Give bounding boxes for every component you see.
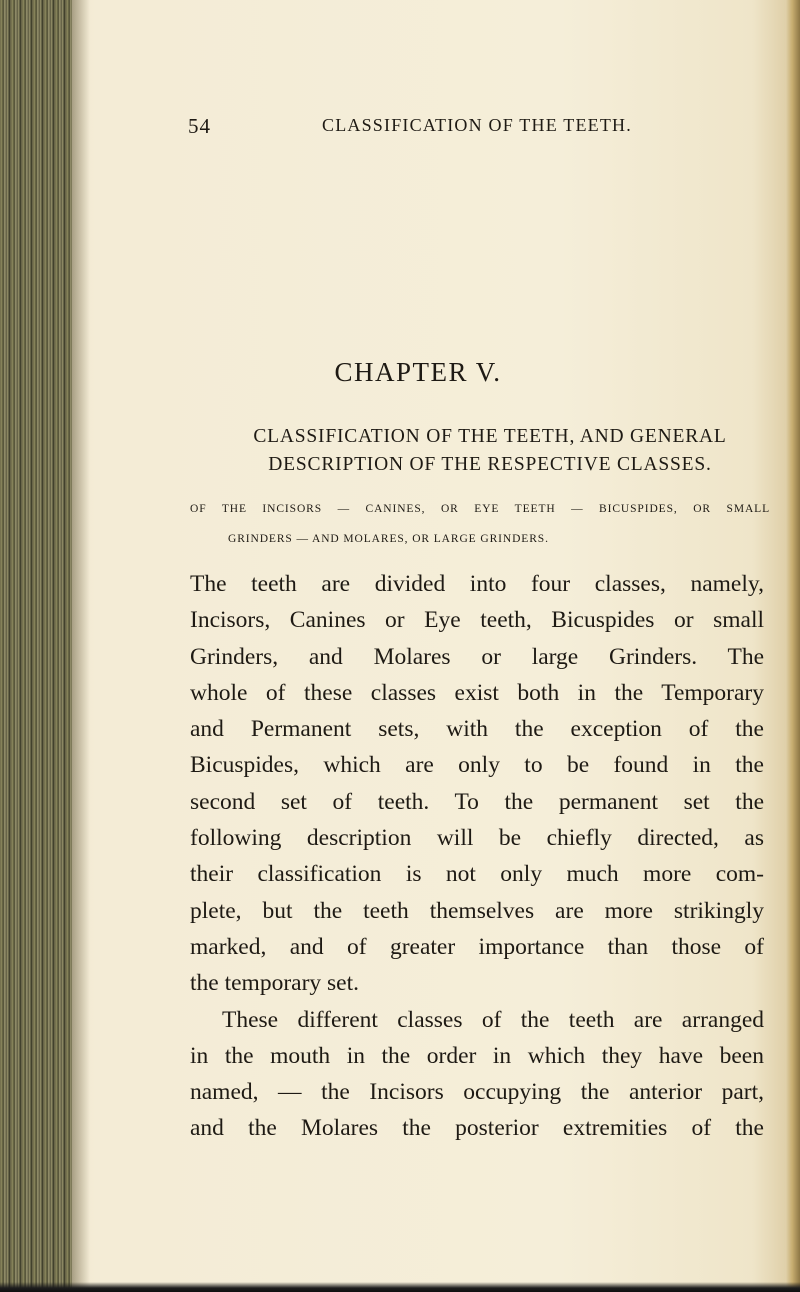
paragraph-1-line: and Permanent sets, with the exception of the xyxy=(190,716,764,743)
chapter-subtitle-line: CLASSIFICATION OF THE TEETH, AND GENERAL xyxy=(253,426,727,447)
chapter-subtitle xyxy=(210,423,770,479)
book-edge-left xyxy=(0,0,72,1292)
paragraph-2-line: These different classes of the teeth are arranged xyxy=(222,1006,764,1033)
paragraph-1-line: plete, but the teeth themselves are more strikingly xyxy=(190,897,764,924)
paragraph-1-line: their classification is not only much more com- xyxy=(190,861,764,888)
paragraph-1-line: the temporary set. xyxy=(190,970,360,997)
paragraph-2-line: named, — the Incisors occupying the anterior part, xyxy=(190,1079,764,1106)
paragraph-1-line: Grinders, and Molares or large Grinders. The xyxy=(190,643,764,670)
book-edge-bottom xyxy=(0,1282,800,1292)
running-head xyxy=(188,114,648,140)
paragraph-1-line: whole of these classes exist both in the Temporary xyxy=(190,679,764,706)
running-title: CLASSIFICATION OF THE TEETH. xyxy=(322,115,632,135)
paragraph-1-line: Incisors, Canines or Eye teeth, Bicuspides or small xyxy=(190,607,764,634)
paragraph-2-line: and the Molares the posterior extremities of the xyxy=(190,1115,764,1142)
chapter-subtitle-line: DESCRIPTION OF THE RESPECTIVE CLASSES. xyxy=(268,454,712,475)
page-number: 54 xyxy=(188,114,211,138)
chapter-heading: CHAPTER V. xyxy=(334,357,502,387)
paragraph-1-line: marked, and of greater importance than those of xyxy=(190,933,764,960)
chapter-summary-line: OF THE INCISORS — CANINES, OR EYE TEETH — BICUSPIDES, OR SMALL xyxy=(190,503,770,515)
paragraph-1-line: The teeth are divided into four classes, namely, xyxy=(190,571,764,597)
paragraph-1-line: Bicuspides, which are only to be found in the xyxy=(190,752,764,779)
body-text xyxy=(190,566,764,1147)
paragraph-1-line: second set of teeth. To the permanent set the xyxy=(190,788,764,815)
paragraph-1-line: following description will be chiefly directed, as xyxy=(190,825,764,852)
chapter-summary-line: GRINDERS — AND MOLARES, OR LARGE GRINDERS. xyxy=(228,533,549,545)
paragraph-2-line: in the mouth in the order in which they have been xyxy=(190,1042,764,1069)
book-edge-right xyxy=(786,0,800,1292)
chapter-summary xyxy=(190,494,770,554)
